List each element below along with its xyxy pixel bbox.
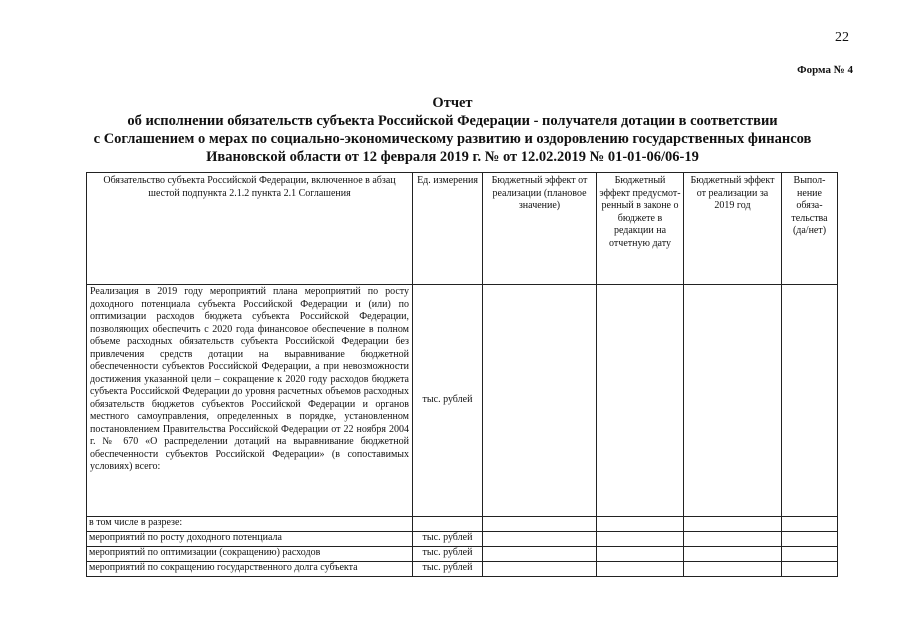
report-table <box>86 172 838 577</box>
breakdown-label: в том числе в разрезе: <box>87 517 413 532</box>
header-obligation: Обязательство субъекта Российской Федерации, включенное в абзац шестой подпункта 2.1.2 пункта 2.1 Соглашения <box>87 173 413 285</box>
header-planned-effect: Бюджетный эффект от реализации (плановое значение) <box>483 173 597 285</box>
breakdown-law-cell <box>597 517 684 532</box>
header-law-effect: Бюджетный эффект предусмот-ренный в законе о бюджете в редакции на отчетную дату <box>597 173 684 285</box>
title-line-3: с Соглашением о мерах по социально-экономическому развитию и оздоровлению государственных финансов <box>93 131 812 147</box>
sub-row-fulfillment-cell <box>782 562 838 577</box>
sub-row-law-cell <box>597 547 684 562</box>
page-number: 22 <box>835 30 849 45</box>
main-unit: тыс. рублей <box>413 285 483 517</box>
table-header-row <box>87 173 838 285</box>
report-title <box>0 94 905 166</box>
sub-row-unit: тыс. рублей <box>413 562 483 577</box>
sub-row-planned-cell <box>483 547 597 562</box>
sub-row-planned-cell <box>483 562 597 577</box>
title-line-2: об исполнении обязательств субъекта Российской Федерации - получателя дотации в соответствии <box>127 113 778 129</box>
sub-row-fulfillment-cell <box>782 547 838 562</box>
main-law-cell <box>597 285 684 517</box>
sub-row-fulfillment-cell <box>782 532 838 547</box>
sub-row-planned-cell <box>483 532 597 547</box>
sub-row-unit: тыс. рублей <box>413 532 483 547</box>
title-line-1: Отчет <box>432 95 473 111</box>
main-actual-cell <box>684 285 782 517</box>
sub-row-label: мероприятий по оптимизации (сокращению) расходов <box>87 547 413 562</box>
table-row <box>87 562 838 577</box>
table-row <box>87 547 838 562</box>
main-obligation-text: Реализация в 2019 году мероприятий плана мероприятий по росту доходного потенциала субъекта Российской Федерации и (или) по оптимизации расходов бюджета субъекта Российской Федерации, позволяющих обеспечить с 2020 года финансовое обеспечение в полном объеме расходных обязательств субъекта Российской Федерации без привлечения средств дотации на выравнивание бюджетной обеспеченности субъектов Российской Федерации, а при невозможности достижения указанной цели – сокращение к 2020 году расходов бюджета субъекта Российской Федерации до уровня расчетных объемов расходных обязательств бюджетов субъектов Российской Федерации и органов местного самоуправления, определенных в порядке, установленном постановлением Правительства Российской Федерации от 22 ноября 2004 г. № 670 «О распределении дотаций на выравнивание бюджетной обеспеченности субъектов Российской Федерации» (в сопоставимых условиях) всего: <box>87 285 413 517</box>
header-actual-effect: Бюджетный эффект от реализации за 2019 год <box>684 173 782 285</box>
sub-row-actual-cell <box>684 547 782 562</box>
main-fulfillment-cell <box>782 285 838 517</box>
sub-row-actual-cell <box>684 562 782 577</box>
header-fulfillment: Выпол-нение обяза-тельства (да/нет) <box>782 173 838 285</box>
sub-row-label: мероприятий по росту доходного потенциала <box>87 532 413 547</box>
sub-row-law-cell <box>597 532 684 547</box>
title-line-4: Ивановской области от 12 февраля 2019 г. № от 12.02.2019 № 01-01-06/06-19 <box>206 149 699 165</box>
sub-row-unit: тыс. рублей <box>413 547 483 562</box>
sub-row-label: мероприятий по сокращению государственного долга субъекта <box>87 562 413 577</box>
breakdown-actual-cell <box>684 517 782 532</box>
main-planned-cell <box>483 285 597 517</box>
header-unit: Ед. измерения <box>413 173 483 285</box>
table-row <box>87 532 838 547</box>
table-row-breakdown <box>87 517 838 532</box>
breakdown-planned-cell <box>483 517 597 532</box>
table-row-main <box>87 285 838 517</box>
form-label: Форма № 4 <box>797 64 853 76</box>
sub-row-actual-cell <box>684 532 782 547</box>
sub-row-law-cell <box>597 562 684 577</box>
breakdown-fulfillment-cell <box>782 517 838 532</box>
breakdown-unit-cell <box>413 517 483 532</box>
